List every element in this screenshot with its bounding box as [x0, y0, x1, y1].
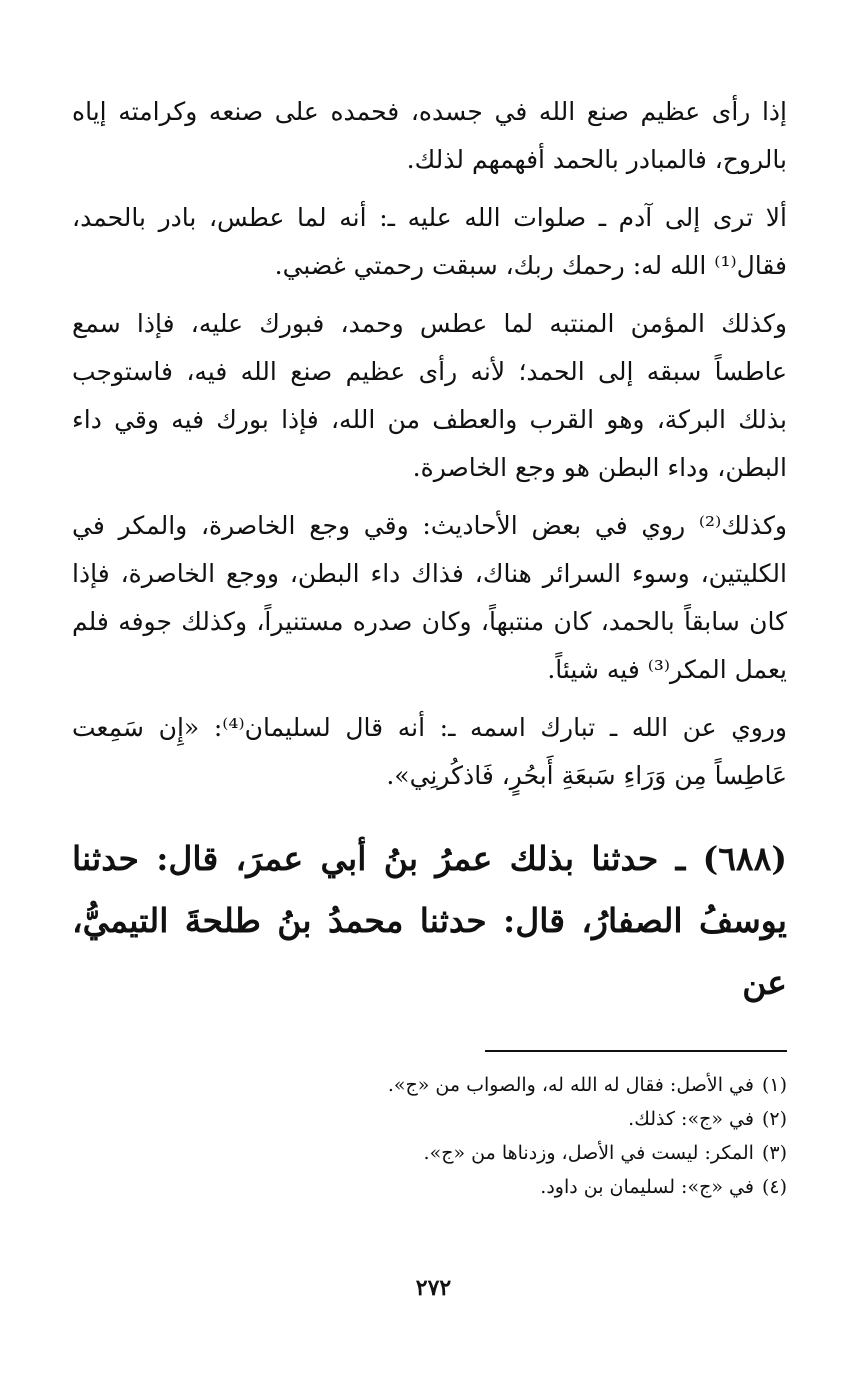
main-text — [72, 88, 787, 1014]
footnote-number: (١) — [761, 1074, 787, 1096]
page-number: ٢٧٢ — [415, 1275, 452, 1301]
footnote-number: (٢) — [761, 1108, 787, 1130]
paragraph-5: وروي عن الله ـ تبارك اسمه ـ: أنه قال لسليمان⁽⁴⁾: «إِن سَمِعت عَاطِساً مِن وَرَاءِ سَبعَةِ أَبحُرٍ، فَاذكُرنِي». — [72, 713, 787, 790]
footnote-text: المكر: ليست في الأصل، وزدناها من «ج». — [423, 1142, 754, 1164]
footnote-3 — [72, 1136, 787, 1170]
footnote-number: (٣) — [761, 1142, 787, 1164]
paragraph-2: ألا ترى إلى آدم ـ صلوات الله عليه ـ: أنه لما عطس، بادر بالحمد، فقال⁽¹⁾ الله له: رحمك ربك، سبقت رحمتي غضبي. — [72, 203, 787, 280]
footnote-1 — [72, 1068, 787, 1102]
footnotes — [72, 1068, 787, 1204]
footnote-4 — [72, 1170, 787, 1204]
footnote-divider — [485, 1050, 787, 1052]
footnote-text: في الأصل: فقال له الله له، والصواب من «ج». — [387, 1074, 754, 1096]
paragraph-4: وكذلك⁽²⁾ روي في بعض الأحاديث: وقي وجع الخاصرة، والمكر في الكليتين، وسوء السرائر هناك، فذاك داء البطن، ووجع الخاصرة، فإذا كان سابقاً بالحمد، كان منتبهاً، وكان صدره مستنيراً، وكذلك جوفه فلم يعمل المكر⁽³⁾ فيه شيئاً. — [72, 511, 787, 684]
footnote-text: في «ج»: لسليمان بن داود. — [540, 1176, 754, 1198]
hadith-heading: (٦٨٨) ـ حدثنا بذلك عمرُ بنُ أبي عمرَ، قال: حدثنا يوسفُ الصفارُ، قال: حدثنا محمدُ بنُ طلحةَ التيميُّ، عن — [72, 839, 787, 1002]
footnote-text: في «ج»: كذلك. — [628, 1108, 754, 1130]
footnote-number: (٤) — [761, 1176, 787, 1198]
paragraph-3: وكذلك المؤمن المنتبه لما عطس وحمد، فبورك عليه، فإذا سمع عاطساً سبقه إلى الحمد؛ لأنه رأى عظيم صنع الله فيه، فاستوجب بذلك البركة، وهو القرب والعطف من الله، فإذا بورك فيه وقي داء البطن، وداء البطن هو وجع الخاصرة. — [72, 309, 787, 482]
paragraph-1: إذا رأى عظيم صنع الله في جسده، فحمده على صنعه وكرامته إياه بالروح، فالمبادر بالحمد أفهمهم لذلك. — [72, 97, 787, 174]
footnote-2 — [72, 1102, 787, 1136]
